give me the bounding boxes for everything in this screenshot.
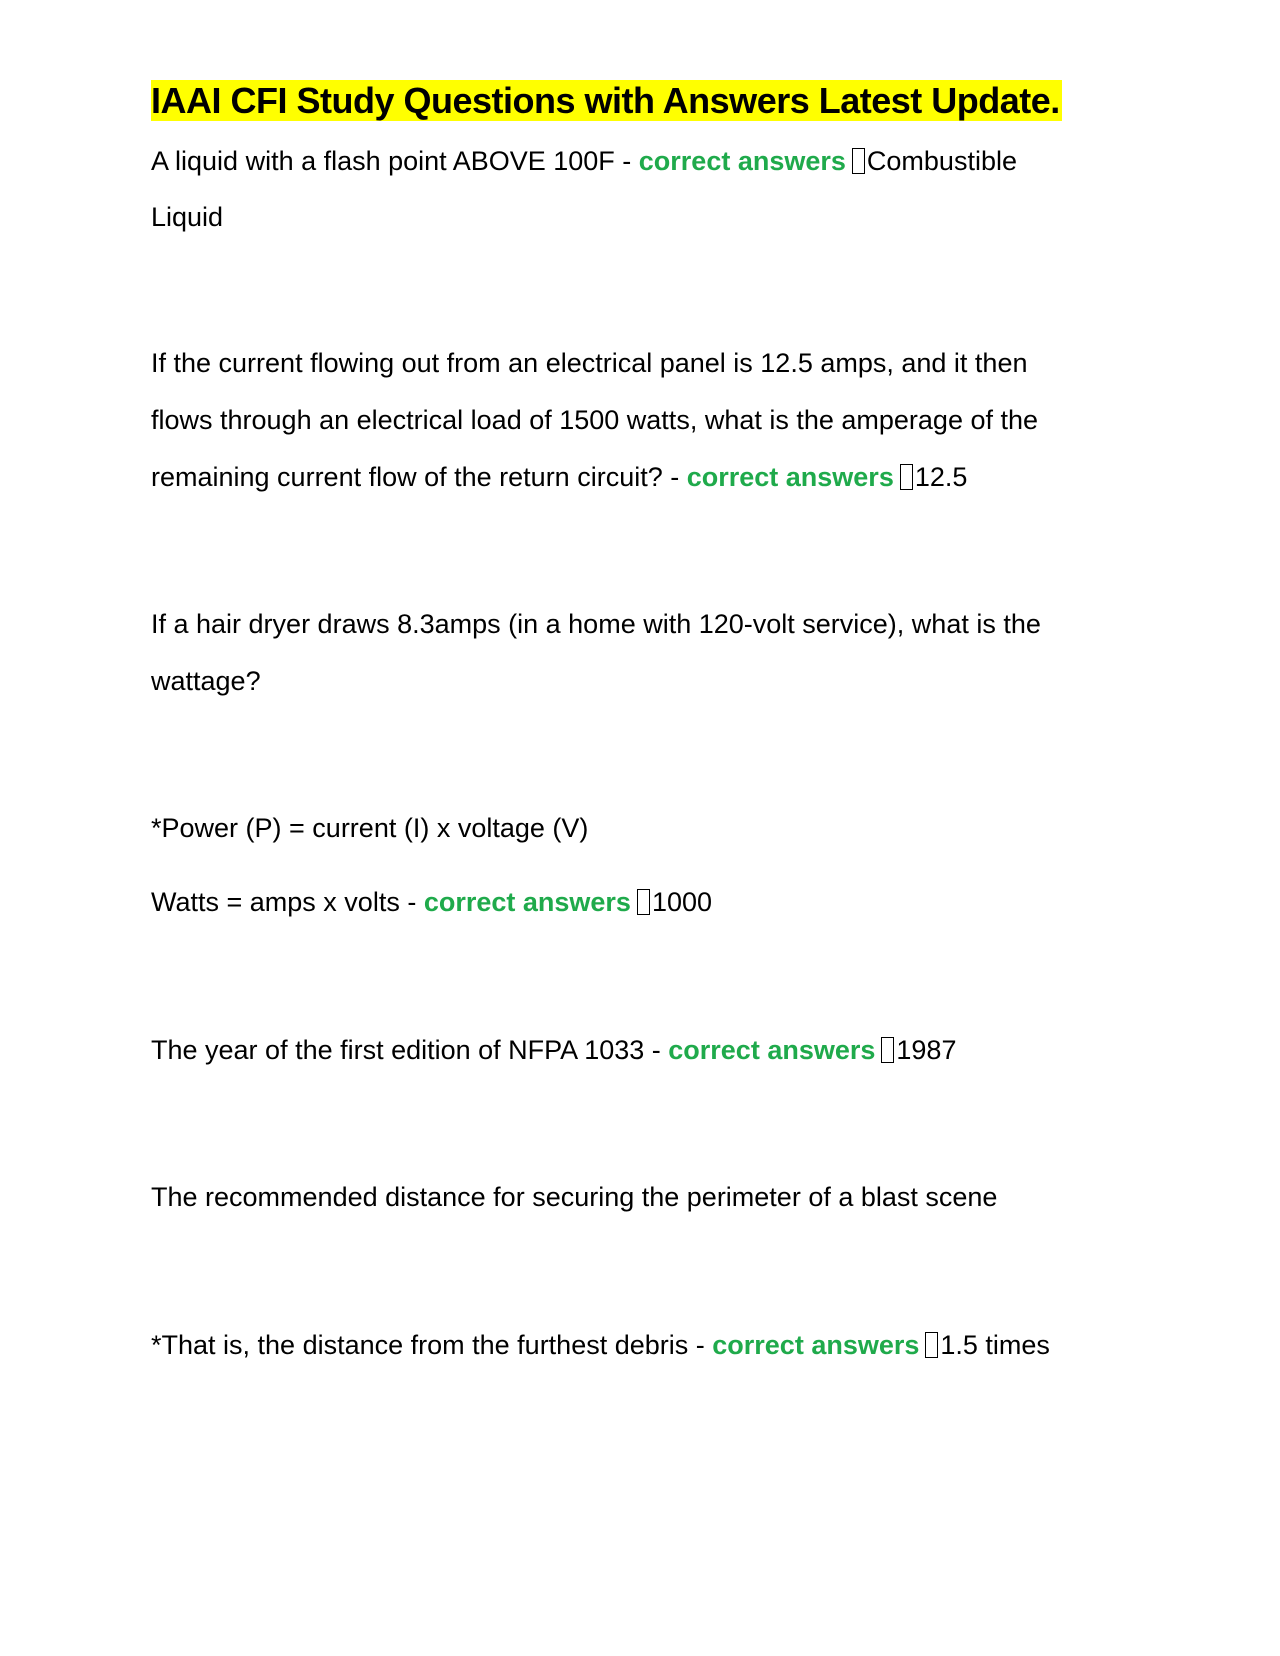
q2-answer-text: 12.5 bbox=[914, 462, 968, 492]
q4-answer-text: 1987 bbox=[896, 1035, 957, 1065]
q3-question-text: Watts = amps x volts - bbox=[151, 887, 424, 917]
title-highlight: IAAI CFI Study Questions with Answers Latest Update. bbox=[151, 80, 1060, 121]
q3-answer-label: correct answers bbox=[423, 887, 631, 917]
q1-line-2: Liquid bbox=[151, 202, 224, 232]
q5-line-2 bbox=[151, 1316, 1141, 1374]
q5-question-text: *That is, the distance from the furthest debris - bbox=[151, 1330, 713, 1360]
document-title bbox=[151, 76, 1062, 126]
q2-question-text: remaining current flow of the return circuit? - bbox=[151, 462, 687, 492]
q4-answer-label: correct answers bbox=[668, 1035, 876, 1065]
missing-glyph-box-icon bbox=[925, 1332, 938, 1358]
q1-answer-text: Combustible bbox=[866, 146, 1017, 176]
missing-glyph-box-icon bbox=[881, 1037, 894, 1063]
q2-answer-label: correct answers bbox=[686, 462, 894, 492]
q3-line-2: wattage? bbox=[151, 666, 261, 696]
q2-line-3 bbox=[151, 448, 1141, 506]
q3-answer-text: 1000 bbox=[651, 887, 713, 917]
missing-glyph-box-icon bbox=[852, 148, 865, 174]
q3-line-1: If a hair dryer draws 8.3amps (in a home with 120-volt service), what is the bbox=[151, 609, 1041, 639]
q3-line-3: *Power (P) = current (I) x voltage (V) bbox=[151, 813, 589, 843]
q1-question-text: A liquid with a flash point ABOVE 100F - bbox=[151, 146, 639, 176]
missing-glyph-box-icon bbox=[637, 889, 650, 915]
q3-line-4 bbox=[151, 873, 1141, 931]
q2-line-1: If the current flowing out from an electrical panel is 12.5 amps, and it then bbox=[151, 348, 1028, 378]
q5-answer-text: 1.5 times bbox=[940, 1330, 1050, 1360]
q4-question-text: The year of the first edition of NFPA 1033 - bbox=[151, 1035, 669, 1065]
q4-line-1 bbox=[151, 1021, 1141, 1079]
q5-line-1: The recommended distance for securing the perimeter of a blast scene bbox=[151, 1182, 998, 1212]
q1-line-1 bbox=[151, 132, 1141, 190]
missing-glyph-box-icon bbox=[900, 464, 913, 490]
q2-line-2: flows through an electrical load of 1500 watts, what is the amperage of the bbox=[151, 405, 1039, 435]
q5-answer-label: correct answers bbox=[712, 1330, 920, 1360]
q1-answer-label: correct answers bbox=[638, 146, 846, 176]
